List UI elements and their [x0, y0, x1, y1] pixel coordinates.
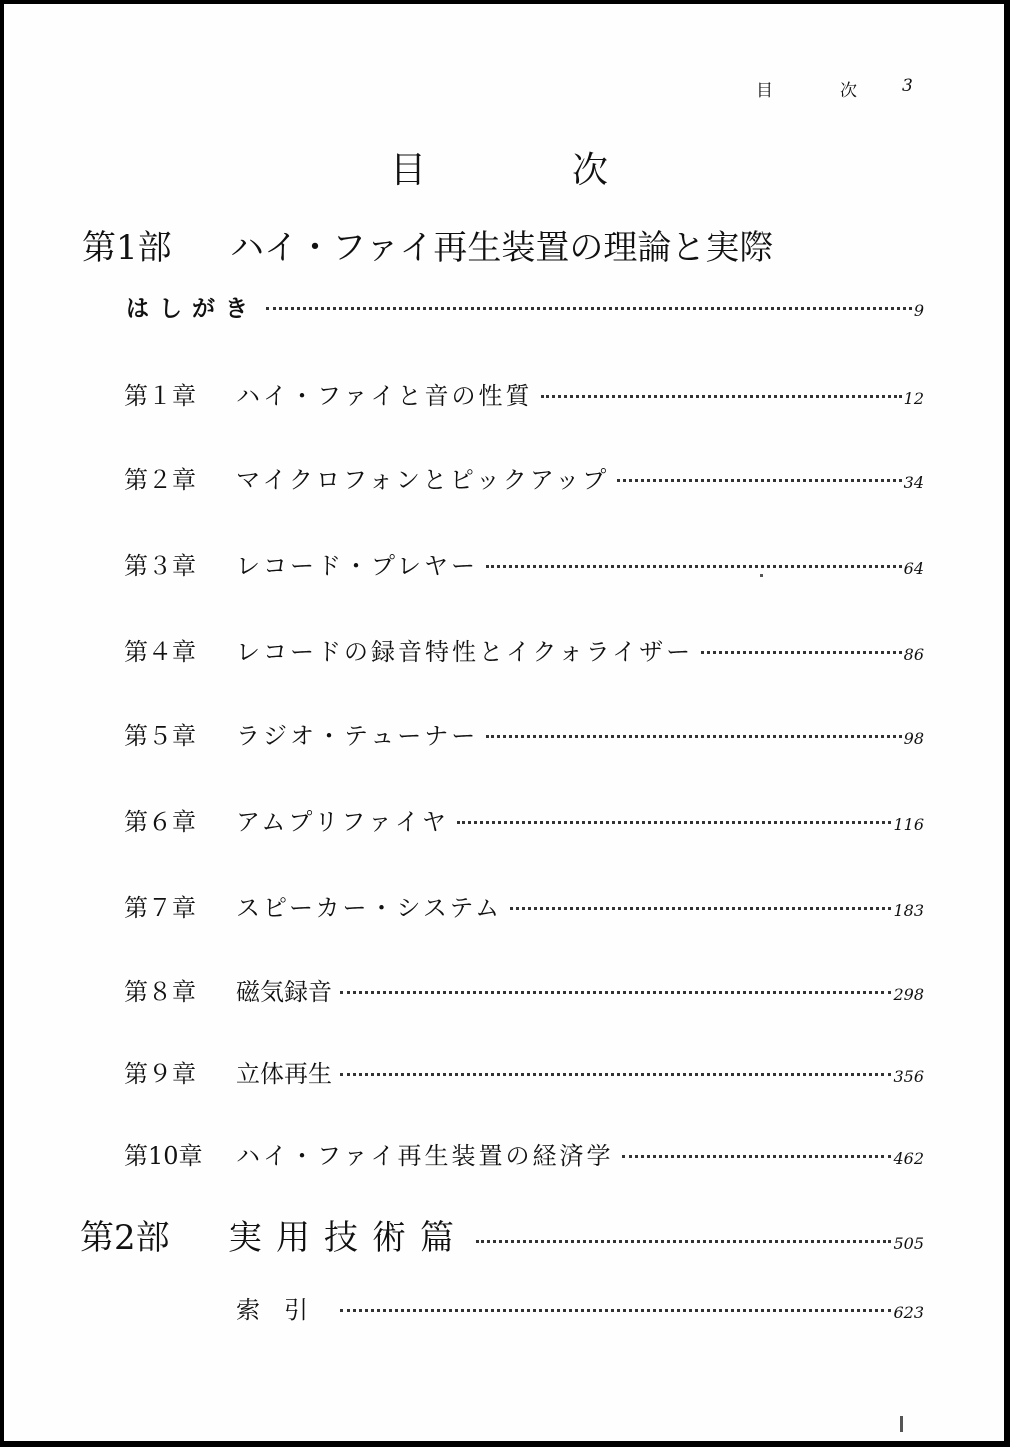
part2-number: 第2部: [80, 1218, 170, 1258]
index-page: 623: [893, 1303, 924, 1322]
chapter-page: 86: [903, 645, 924, 664]
toc-entry-chapter-6[interactable]: [124, 802, 924, 836]
dot-leader: [340, 1073, 891, 1076]
chapter-title: ハイ・ファイ再生装置の経済学: [236, 1142, 614, 1170]
chapter-number: 第２章: [124, 466, 196, 494]
running-head-left: 目: [756, 81, 773, 101]
chapter-page: 12: [903, 389, 924, 408]
index-label: 索引: [236, 1296, 332, 1324]
chapter-number: 第６章: [124, 808, 196, 836]
part2-page: 505: [893, 1234, 924, 1253]
dot-leader: [457, 821, 892, 824]
dot-leader: [476, 1240, 891, 1243]
scan-blemish: [900, 1416, 903, 1432]
chapter-title: レコード・プレヤー: [236, 552, 479, 580]
dot-leader: [622, 1155, 892, 1158]
toc-entry-chapter-8[interactable]: [124, 972, 924, 1006]
chapter-page: 98: [903, 729, 924, 748]
chapter-title: 磁気録音: [236, 978, 332, 1006]
chapter-page: 356: [893, 1067, 924, 1086]
dot-leader: [486, 735, 901, 738]
toc-entry-chapter-4[interactable]: [124, 632, 924, 666]
chapter-number: 第10章: [124, 1142, 203, 1170]
toc-entry-chapter-3[interactable]: [124, 546, 924, 580]
chapter-page: 64: [903, 559, 924, 578]
part1-number: 第1部: [82, 228, 172, 268]
dot-leader: [617, 479, 901, 482]
chapter-title: ハイ・ファイと音の性質: [236, 382, 533, 410]
toc-entry-chapter-2[interactable]: [124, 460, 924, 494]
chapter-title: アムプリファイヤ: [236, 808, 449, 836]
dot-leader: [486, 565, 902, 568]
chapter-page: 34: [903, 473, 924, 492]
chapter-number: 第１章: [124, 382, 196, 410]
chapter-title: ラジオ・テューナー: [236, 722, 479, 750]
dot-leader: [510, 907, 891, 910]
chapter-page: 116: [893, 815, 924, 834]
toc-entry-chapter-1[interactable]: [124, 376, 924, 410]
chapter-title: 立体再生: [236, 1060, 332, 1088]
dot-leader: [340, 1309, 891, 1312]
toc-entry-index[interactable]: [236, 1290, 924, 1324]
toc-entry-chapter-9[interactable]: [124, 1054, 924, 1088]
running-head-right: 次: [840, 81, 857, 101]
toc-entry-chapter-7[interactable]: [124, 888, 924, 922]
chapter-number: 第５章: [124, 722, 196, 750]
part2-heading: [80, 1210, 468, 1259]
part2-title: 実用技術篇: [228, 1218, 468, 1258]
preface-label: はしがき: [126, 296, 258, 322]
toc-entry-chapter-10[interactable]: [124, 1136, 924, 1170]
toc-entry-preface[interactable]: [126, 290, 924, 324]
chapter-page: 298: [893, 985, 924, 1004]
running-head-page: 3: [902, 76, 913, 96]
chapter-number: 第９章: [124, 1060, 196, 1088]
page-title-char-2: 次: [572, 150, 609, 191]
chapter-page: 183: [893, 901, 924, 920]
chapter-number: 第３章: [124, 552, 196, 580]
chapter-title: スピーカー・システム: [236, 894, 503, 922]
chapter-number: 第８章: [124, 978, 196, 1006]
page-title-char-1: 目: [390, 150, 427, 191]
dot-leader: [266, 307, 912, 310]
chapter-title: マイクロフォンとピックアップ: [236, 466, 610, 494]
part1-title: ハイ・ファイ再生装置の理論と実際: [230, 228, 774, 268]
document-page: [4, 4, 1004, 1441]
preface-page: 9: [913, 301, 924, 320]
chapter-title: レコードの録音特性とイクォライザー: [236, 638, 694, 666]
toc-entry-part2[interactable]: [80, 1210, 924, 1258]
dot-leader: [340, 991, 891, 994]
dot-leader: [541, 395, 902, 398]
chapter-number: 第４章: [124, 638, 196, 666]
part1-heading: [82, 220, 773, 269]
dot-leader: [701, 651, 902, 654]
scan-speck: [760, 574, 763, 577]
toc-entry-chapter-5[interactable]: [124, 716, 924, 750]
chapter-number: 第７章: [124, 894, 196, 922]
chapter-page: 462: [893, 1149, 924, 1168]
